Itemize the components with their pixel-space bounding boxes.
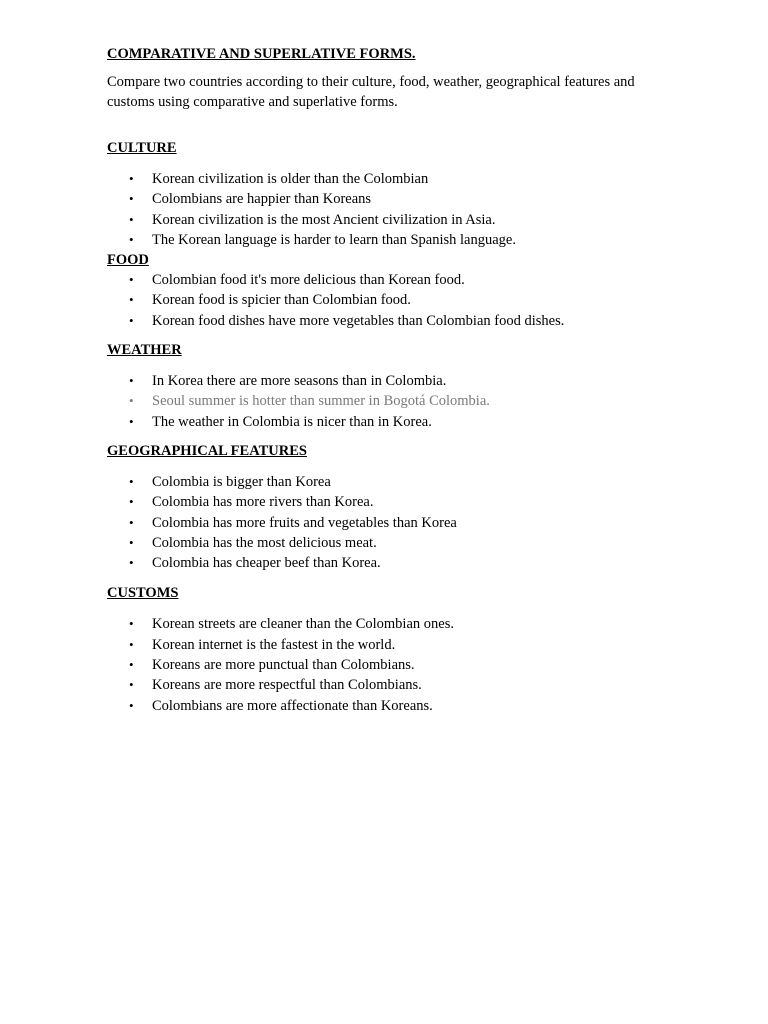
list-item-text: Korean internet is the fastest in the world. [152, 636, 396, 653]
list-item [107, 412, 707, 432]
list-item-text: Korean food dishes have more vegetables than Colombian food dishes. [152, 312, 565, 329]
bullet-icon: • [129, 312, 134, 328]
bullet-icon: • [129, 211, 134, 227]
bullet-icon: • [129, 393, 134, 409]
list-item-text: Koreans are more respectful than Colombians. [152, 677, 422, 694]
culture-list [107, 169, 707, 250]
list-item-text: Colombians are happier than Koreans [152, 191, 372, 208]
list-item [107, 290, 707, 310]
bullet-icon: • [129, 373, 134, 389]
list-item-text: Colombian food it's more delicious than Korean food. [152, 272, 465, 289]
list-item [107, 169, 707, 189]
list-item [107, 472, 707, 492]
document-intro: Compare two countries according to their culture, food, weather, geographical features and customs using comparative and superlative forms. [107, 74, 635, 110]
bullet-icon: • [129, 697, 134, 713]
list-item [107, 675, 707, 695]
list-item-text: In Korea there are more seasons than in Colombia. [152, 373, 447, 390]
section-weather [107, 340, 707, 432]
bullet-icon: • [129, 636, 134, 652]
list-item [107, 696, 707, 716]
list-item-text: Colombia has more fruits and vegetables than Korea [152, 514, 457, 531]
section-geographical-features [107, 441, 707, 573]
food-list [107, 270, 707, 331]
weather-list [107, 371, 707, 432]
bullet-icon: • [129, 171, 134, 186]
list-item-text: The weather in Colombia is nicer than in Korea. [152, 413, 432, 430]
list-item-text: Colombia has the most delicious meat. [152, 534, 377, 551]
list-item-text: Colombia has cheaper beef than Korea. [152, 555, 381, 572]
list-item-text: Seoul summer is hotter than summer in Bogotá Colombia. [152, 393, 490, 410]
bullet-icon: • [129, 413, 134, 429]
list-item [107, 533, 707, 553]
bullet-icon: • [129, 677, 134, 693]
list-item [107, 270, 707, 290]
bullet-icon: • [129, 534, 134, 550]
list-item-text: Korean food is spicier than Colombian food. [152, 292, 411, 309]
list-item-text: Korean civilization is the most Ancient civilization in Asia. [152, 211, 496, 228]
list-item [107, 189, 707, 209]
list-item-text: The Korean language is harder to learn than Spanish language. [152, 231, 516, 248]
bullet-icon: • [129, 231, 134, 247]
bullet-icon: • [129, 555, 134, 571]
geographical-features-list [107, 472, 707, 573]
section-heading-culture: CULTURE [107, 140, 177, 156]
list-item [107, 391, 707, 411]
list-item [107, 311, 707, 331]
list-item [107, 230, 707, 250]
bullet-icon: • [129, 292, 134, 308]
section-customs [107, 583, 707, 715]
list-item-text: Colombia is bigger than Korea [152, 473, 331, 490]
list-item [107, 614, 707, 634]
list-item [107, 553, 707, 573]
section-heading-food: FOOD [107, 252, 149, 269]
list-item [107, 210, 707, 230]
list-item-text: Colombia has more rivers than Korea. [152, 494, 374, 511]
section-heading-geographical-features: GEOGRAPHICAL FEATURES [107, 442, 307, 459]
list-item-text: Korean civilization is older than the Colombian [152, 171, 429, 187]
bullet-icon: • [129, 191, 134, 207]
bullet-icon: • [129, 494, 134, 510]
list-item [107, 513, 707, 533]
section-culture [107, 138, 707, 250]
list-item-text: Koreans are more punctual than Colombians. [152, 657, 415, 674]
bullet-icon: • [129, 514, 134, 530]
customs-list [107, 614, 707, 715]
list-item [107, 655, 707, 675]
document-page [107, 44, 707, 716]
section-heading-customs: CUSTOMS [107, 585, 179, 602]
list-item-text: Colombians are more affectionate than Koreans. [152, 697, 433, 714]
section-heading-weather: WEATHER [107, 342, 182, 359]
bullet-icon: • [129, 272, 134, 288]
list-item [107, 635, 707, 655]
list-item-text: Korean streets are cleaner than the Colombian ones. [152, 616, 454, 633]
bullet-icon: • [129, 473, 134, 489]
bullet-icon: • [129, 616, 134, 632]
section-food [107, 250, 707, 331]
list-item [107, 492, 707, 512]
list-item [107, 371, 707, 391]
bullet-icon: • [129, 657, 134, 673]
document-title: COMPARATIVE AND SUPERLATIVE FORMS. [107, 46, 416, 62]
